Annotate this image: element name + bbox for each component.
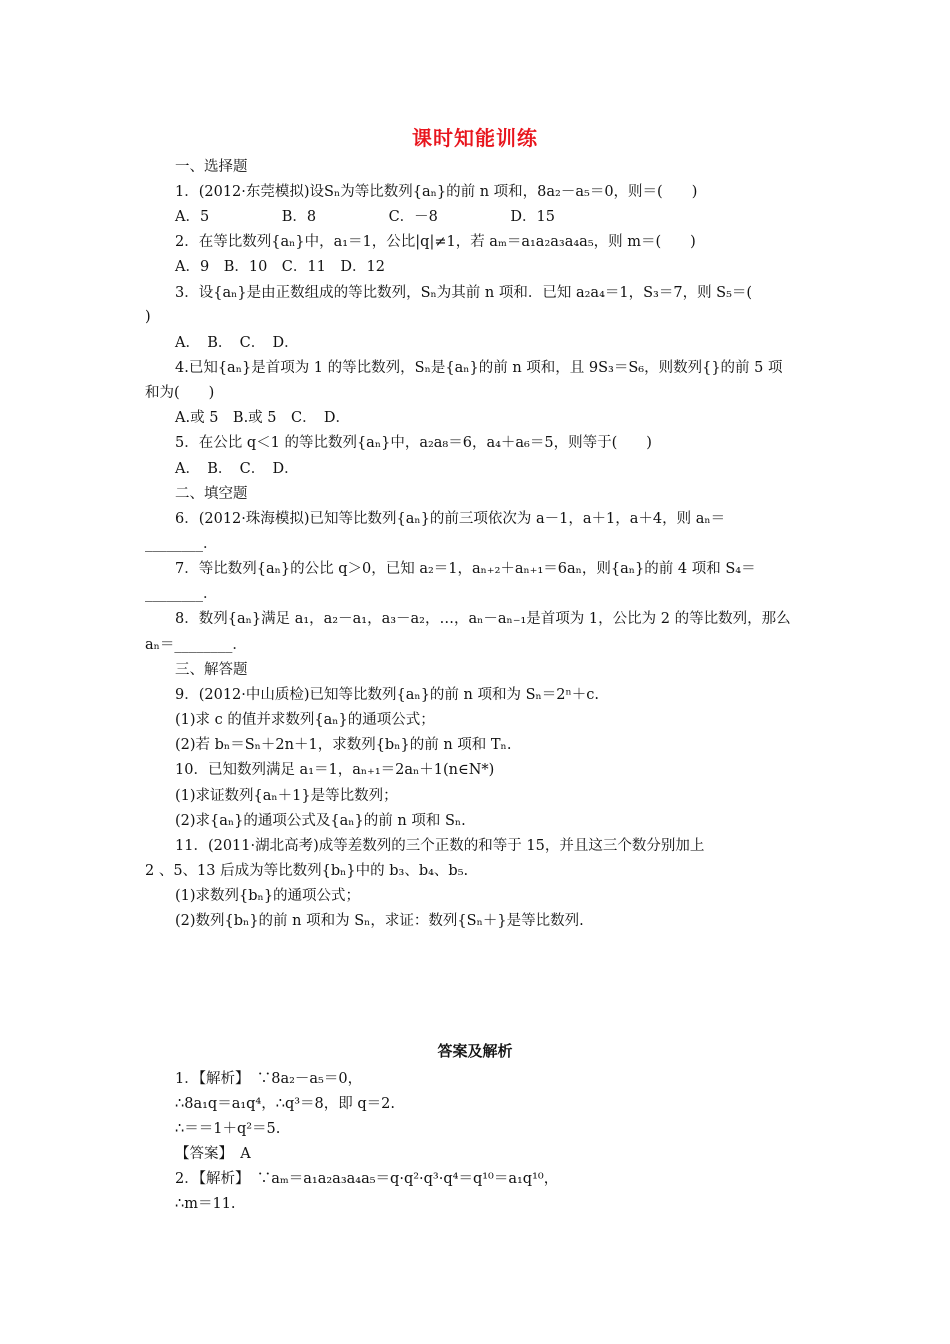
- text-line: 3．设{aₙ}是由正数组成的等比数列，Sₙ为其前 n 项和．已知 a₂a₄＝1，S₃＝7，则 S₅＝(: [175, 285, 753, 301]
- text-line: A.或 5 B.或 5 C． D．: [175, 410, 350, 426]
- text-line: (2)求{aₙ}的通项公式及{aₙ}的前 n 项和 Sₙ.: [175, 813, 466, 829]
- text-line: A．5 B．8 C．－8 D．15: [175, 209, 555, 225]
- text-line: 【答案】 A: [175, 1146, 251, 1162]
- text-line: (2)数列{bₙ}的前 n 项和为 Sₙ，求证：数列{Sₙ＋}是等比数列.: [175, 913, 584, 929]
- text-line: 11．(2011·湖北高考)成等差数列的三个正数的和等于 15，并且这三个数分别加上: [175, 838, 705, 854]
- text-line: 8．数列{aₙ}满足 a₁，a₂－a₁，a₃－a₂，…，aₙ－aₙ₋₁是首项为 1，公比为 2 的等比数列，那么: [175, 611, 791, 627]
- text-line: ∴8a₁q＝a₁q⁴，∴q³＝8，即 q＝2.: [175, 1096, 396, 1112]
- text-line: 6．(2012·珠海模拟)已知等比数列{aₙ}的前三项依次为 a－1，a＋1，a＋4，则 aₙ＝: [175, 511, 726, 527]
- text-line: 5．在公比 q＜1 的等比数列{aₙ}中，a₂a₈＝6，a₄＋a₆＝5，则等于( ): [175, 435, 652, 451]
- text-line: 10．已知数列满足 a₁＝1，aₙ₊₁＝2aₙ＋1(n∈N*): [175, 762, 495, 778]
- text-line: A．9 B．10 C．11 D．12: [175, 259, 385, 275]
- text-line: 三、解答题: [175, 662, 248, 678]
- text-line: aₙ＝________．: [145, 637, 247, 653]
- text-line: (2)若 bₙ＝Sₙ＋2n＋1，求数列{bₙ}的前 n 项和 Tₙ.: [175, 737, 512, 753]
- text-line: 二、填空题: [175, 486, 248, 502]
- text-line: ________．: [145, 586, 218, 602]
- text-line: 2．【解析】 ∵aₘ＝a₁a₂a₃a₄a₅＝q·q²·q³·q⁴＝q¹⁰＝a₁q¹⁰，: [175, 1171, 559, 1187]
- text-line: ): [145, 309, 151, 325]
- text-line: 1．【解析】 ∵8a₂－a₅＝0，: [175, 1071, 363, 1087]
- text-line: ________．: [145, 536, 218, 552]
- text-line: A． B． C． D．: [175, 461, 299, 477]
- text-line: 4.已知{aₙ}是首项为 1 的等比数列，Sₙ是{aₙ}的前 n 项和，且 9S₃＝S₆，则数列{}的前 5 项: [175, 360, 783, 376]
- text-line: (1)求数列{bₙ}的通项公式；: [175, 888, 361, 904]
- text-line: ∴＝＝1＋q²＝5.: [175, 1121, 281, 1137]
- text-line: ∴m＝11.: [175, 1196, 236, 1212]
- page-title: 课时知能训练: [412, 126, 538, 150]
- text-line: 2 、5、13 后成为等比数列{bₙ}中的 b₃、b₄、b₅.: [145, 863, 469, 879]
- text-line: (1)求 c 的值并求数列{aₙ}的通项公式；: [175, 712, 435, 728]
- text-line: 1．(2012·东莞模拟)设Sₙ为等比数列{aₙ}的前 n 项和，8a₂－a₅＝0，则＝( ): [175, 184, 698, 200]
- text-line: A． B． C． D．: [175, 335, 299, 351]
- text-line: 2．在等比数列{aₙ}中，a₁＝1，公比|q|≠1，若 aₘ＝a₁a₂a₃a₄a₅，则 m＝( ): [175, 234, 696, 250]
- answer-section-title: 答案及解析: [437, 1042, 513, 1060]
- text-line: 和为( ): [145, 385, 215, 401]
- text-line: 7．等比数列{aₙ}的公比 q＞0，已知 a₂＝1，aₙ₊₂＋aₙ₊₁＝6aₙ，则{aₙ}的前 4 项和 S₄＝: [175, 561, 756, 577]
- text-line: 一、选择题: [175, 159, 248, 175]
- text-line: 9．(2012·中山质检)已知等比数列{aₙ}的前 n 项和为 Sₙ＝2ⁿ＋c.: [175, 687, 600, 703]
- text-line: (1)求证数列{aₙ＋1}是等比数列；: [175, 788, 398, 804]
